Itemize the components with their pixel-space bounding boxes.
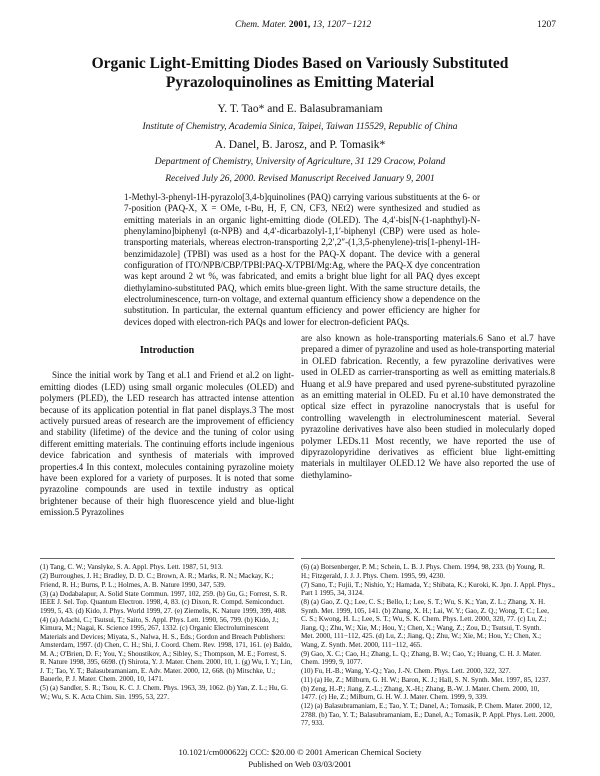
footer-published: Published on Web 03/03/2001 xyxy=(248,759,352,769)
header-page-number: 1207 xyxy=(537,20,556,30)
running-header xyxy=(0,20,600,34)
footer-doi-line: 10.1021/cm000622j CCC: $20.00 © 2001 American Chemical Society xyxy=(178,747,422,757)
reference-item: (2) Burroughes, J. H.; Bradley, D. D. C.; Brown, A. R.; Marks, R. N.; Mackay, K.; Friend, R. H.; Burns, P. L.; Holmes, A. B. Nature 1990, 347, 539. xyxy=(40,572,274,589)
intro-paragraph-left: Since the initial work by Tang et al.1 and Friend et al.2 on light-emitting diodes (LED) using small organic molecules (OLED) and polymers (PLED), the LED research has attracted intense attention because of its application potential in flat panel displays.3 The most actively pursued areas of research are the improvement of efficiency and stability (lifetime) of the device and the tuning of color using different emitting materials. The continuing efforts include ingenious device fabrication and synthesis of materials with improved properties.4 In this context, molecules containing pyrazoline moiety have been explored for a variety of purposes. It is noted that some pyrazoline compounds are used in textile industry as optical brightener because of their high fluorescence yield and blue-light emission.5 Pyrazolines xyxy=(40,370,294,518)
section-title-introduction: Introduction xyxy=(139,345,195,356)
references-right xyxy=(301,563,555,728)
intro-column-right xyxy=(301,333,555,481)
references-left xyxy=(40,563,294,702)
reference-item: (1) Tang, C. W.; Vanslyke, S. A. Appl. Phys. Lett. 1987, 51, 913. xyxy=(40,563,223,571)
paper-title: Organic Light-Emitting Diodes Based on Variously Substituted Pyrazoloquinolines as Emitting Material xyxy=(91,55,509,91)
intro-paragraph-right: are also known as hole-transporting materials.6 Sano et al.7 have prepared a dimer of pyrazoline and used as hole-transporting material in OLED fabrication. Recently, a few pyrazoline derivatives were used in OLED as carrier-transporting as well as emitting materials.8 Huang et al.9 have prepared and used pyrene-substituted pyrazoline as an emitting material in OLED. Fu et al.10 have demonstrated the optical size effect in pyrazoline nanocrystals that is useful for controlling wavelength in electroluminescent material. Several pyrazoline derivatives have also been studied in molecularly doped polymer LEDs.11 Most recently, we have reported the use of dipyrazolopyridine derivatives as efficient blue light-emitting materials in multilayer OLED.12 We have also reported the use of diethylamino- xyxy=(301,333,555,480)
reference-item: (5) (a) Sandler, S. R.; Tsou, K. C. J. Chem. Phys. 1963, 39, 1062. (b) Yan, Z. L.; Hu, G. W.; Wu, S. K. Acta Chim. Sin. 1995, 53, 227. xyxy=(40,684,288,701)
intro-column-left xyxy=(40,345,294,519)
header-year: 2001, xyxy=(288,20,311,30)
reference-item: (12) (a) Balasubramaniam, E.; Tao, Y. T.; Danel, A.; Tomasik, P. Chem. Mater. 2000, 12, 2788. (b) Tao, Y. T.; Balasubramaniam, E.; Danel, A.; Tomasik, P. Appl. Phys. Lett. 2000, 77, 933. xyxy=(301,702,555,727)
reference-item: (9) Gao, X. C.; Cao, H.; Zhang, L. Q.; Zhang, B. W.; Cao, Y.; Huang, C. H. J. Mater. Chem. 1999, 9, 1077. xyxy=(301,649,541,666)
affiliation-2: Department of Chemistry, University of Agriculture, 31 129 Cracow, Poland xyxy=(154,157,446,167)
header-citation xyxy=(235,20,371,30)
header-journal: Chem. Mater. xyxy=(235,20,287,30)
abstract: 1-Methyl-3-phenyl-1H-pyrazolo[3,4-b]quinolines (PAQ) carrying various substituents at the 6- or 7-position (PAQ-X, X = OMe, t-Bu, H, F, CN, CF3, NEt2) were synthesized and studied as emitting materials in an organic light-emitting diode (OLED). The 4,4′-bis[N-(1-naphthyl)-N-phenylamino]biphenyl (α-NPB) and 4,4′-dicarbazolyl-1,1′-biphenyl (CBP) were used as hole-transporting materials, whereas electron-transporting 2,2′,2″-(1,3,5-phenylene)-tris[1-phenyl-1H-benzimidazole] (TPBI) was used as a host for the PAQ-X dopant. The device with a general configuration of ITO/NPB/CBP/TPBI:PAQ-X/TPBI/Mg:Ag, where the PAQ-X dye concentration was kept around 2 wt %, was fabricated, and emits a bright blue light for all PAQ dyes except diethylamino-substituted PAQ, which emits blue-green light. With the same structure details, the electroluminescence, turn-on voltage, and external quantum efficiency show a dependence on the substitution. In particular, the external quantum efficiency and power efficiency are higher for devices doped with electron-rich PAQs and lower for electron-deficient PAQs. xyxy=(124,192,480,327)
received-dates: Received July 26, 2000. Revised Manuscript Received January 9, 2001 xyxy=(165,174,435,184)
authors-group-1: Y. T. Tao* and E. Balasubramaniam xyxy=(217,103,383,115)
reference-item: (11) (a) He, Z.; Milburn, G. H. W.; Baron, K. J.; Hall, S. N. Synth. Met. 1997, 85, 1237. (b) Zeng, H.-P.; Jiang, Z.-L.; Zhang, X.-H.; Zhang, B.-W. J. Mater. Chem. 2000, 10, 1477. (c) He, Z.; Milburn, G. H. W. J. Mater. Chem. 1999, 9, 339. xyxy=(301,676,551,701)
references-divider-right xyxy=(301,558,555,559)
affiliation-1: Institute of Chemistry, Academia Sinica, Taipei, Taiwan 115529, Republic of China xyxy=(142,122,458,132)
authors-group-2: A. Danel, B. Jarosz, and P. Tomasik* xyxy=(214,139,386,151)
reference-item: (7) Sano, T.; Fujii, T.; Nishio, Y.; Hamada, Y.; Shibata, K.; Kuroki, K. Jpn. J. Appl. Phys., Part 1 1995, 34, 3124. xyxy=(301,580,555,597)
reference-item: (6) (a) Borsenberger, P. M.; Schein, L. B. J. Phys. Chem. 1994, 98, 233. (b) Young, R. H.; Fitzgerald, J. J. J. Phys. Chem. 1995, 99, 4230. xyxy=(301,563,545,580)
header-volume-pages: 13, 1207−1212 xyxy=(312,20,372,30)
references-divider-left xyxy=(40,558,294,559)
reference-item: (10) Fu, H.-B.; Wang, Y.-Q.; Yao, J.-N. Chem. Phys. Lett. 2000, 322, 327. xyxy=(301,667,511,675)
reference-item: (4) (a) Adachi, C.; Tsutsui, T.; Saito, S. Appl. Phys. Lett. 1990, 56, 799. (b) Kido, J.; Kimura, M.; Nagai, K. Science 1995, 267, 1332. (c) Organic Electroluminescent Materials and Devices; Miyata, S., Nalwa, H. S., Eds.; Gordon and Breach Publishers: Amsterdam, 1997. (d) Chen, C. H.; Shi, J. Coord. Chem. Rev. 1998, 171, 161. (e) Baldo, M. A.; O'Brien, D. F.; You, Y.; Shoustikov, A.; Sibley, S.; Thompson, M. E.; Forrest, S. R. Nature 1998, 395, 6698. (f) Shirota, Y. J. Mater. Chem. 2000, 10, 1. (g) Wu, I. Y.; Lin, J. T.; Tao, Y. T.; Balasubramaniam, E. Adv. Mater. 2000, 12, 668. (h) Mitschke, U.; Bauerle, P. J. Mater. Chem. 2000, 10, 1471. xyxy=(40,615,293,683)
reference-item: (8) (a) Gao, Z. Q.; Lee, C. S.; Bello, I.; Lee, S. T.; Wu, S. K.; Yan, Z. L.; Zhang, X. H. Synth. Met. 1999, 105, 141. (b) Zhang, X. H.; Lai, W. Y.; Gao, Z. Q.; Wong, T. C.; Lee, C. S.; Kwong, H. L.; Lee, S. T.; Wu, S. K. Chem. Phys. Lett. 2000, 320, 77. (c) Lu, Z.; Jiang, Q.; Zhu, W.; Xie, M.; Hou, Y.; Chen, X.; Wang, Z.; Zou, D.; Tsutsui, T. Synth. Met. 2000, 111−112, 425. (d) Lu, Z.; Jiang, Q.; Zhu, W.; Xie, M.; Hou, Y.; Chen, X.; Wang, Z. Synth. Met. 2000, 111−112, 465. xyxy=(301,598,550,649)
reference-item: (3) (a) Dodabalapur, A. Solid State Commun. 1997, 102, 259. (b) Gu, G.; Forrest, S. R. IEEE J. Sel. Top. Quantum Electron. 1998, 4, 83. (c) Dixon, R. Compd. Semiconduct. 1999, 5, 43. (d) Kido, J. Phys. World 1999, 27. (e) Ziemelis, K. Nature 1999, 399, 408. xyxy=(40,589,288,615)
